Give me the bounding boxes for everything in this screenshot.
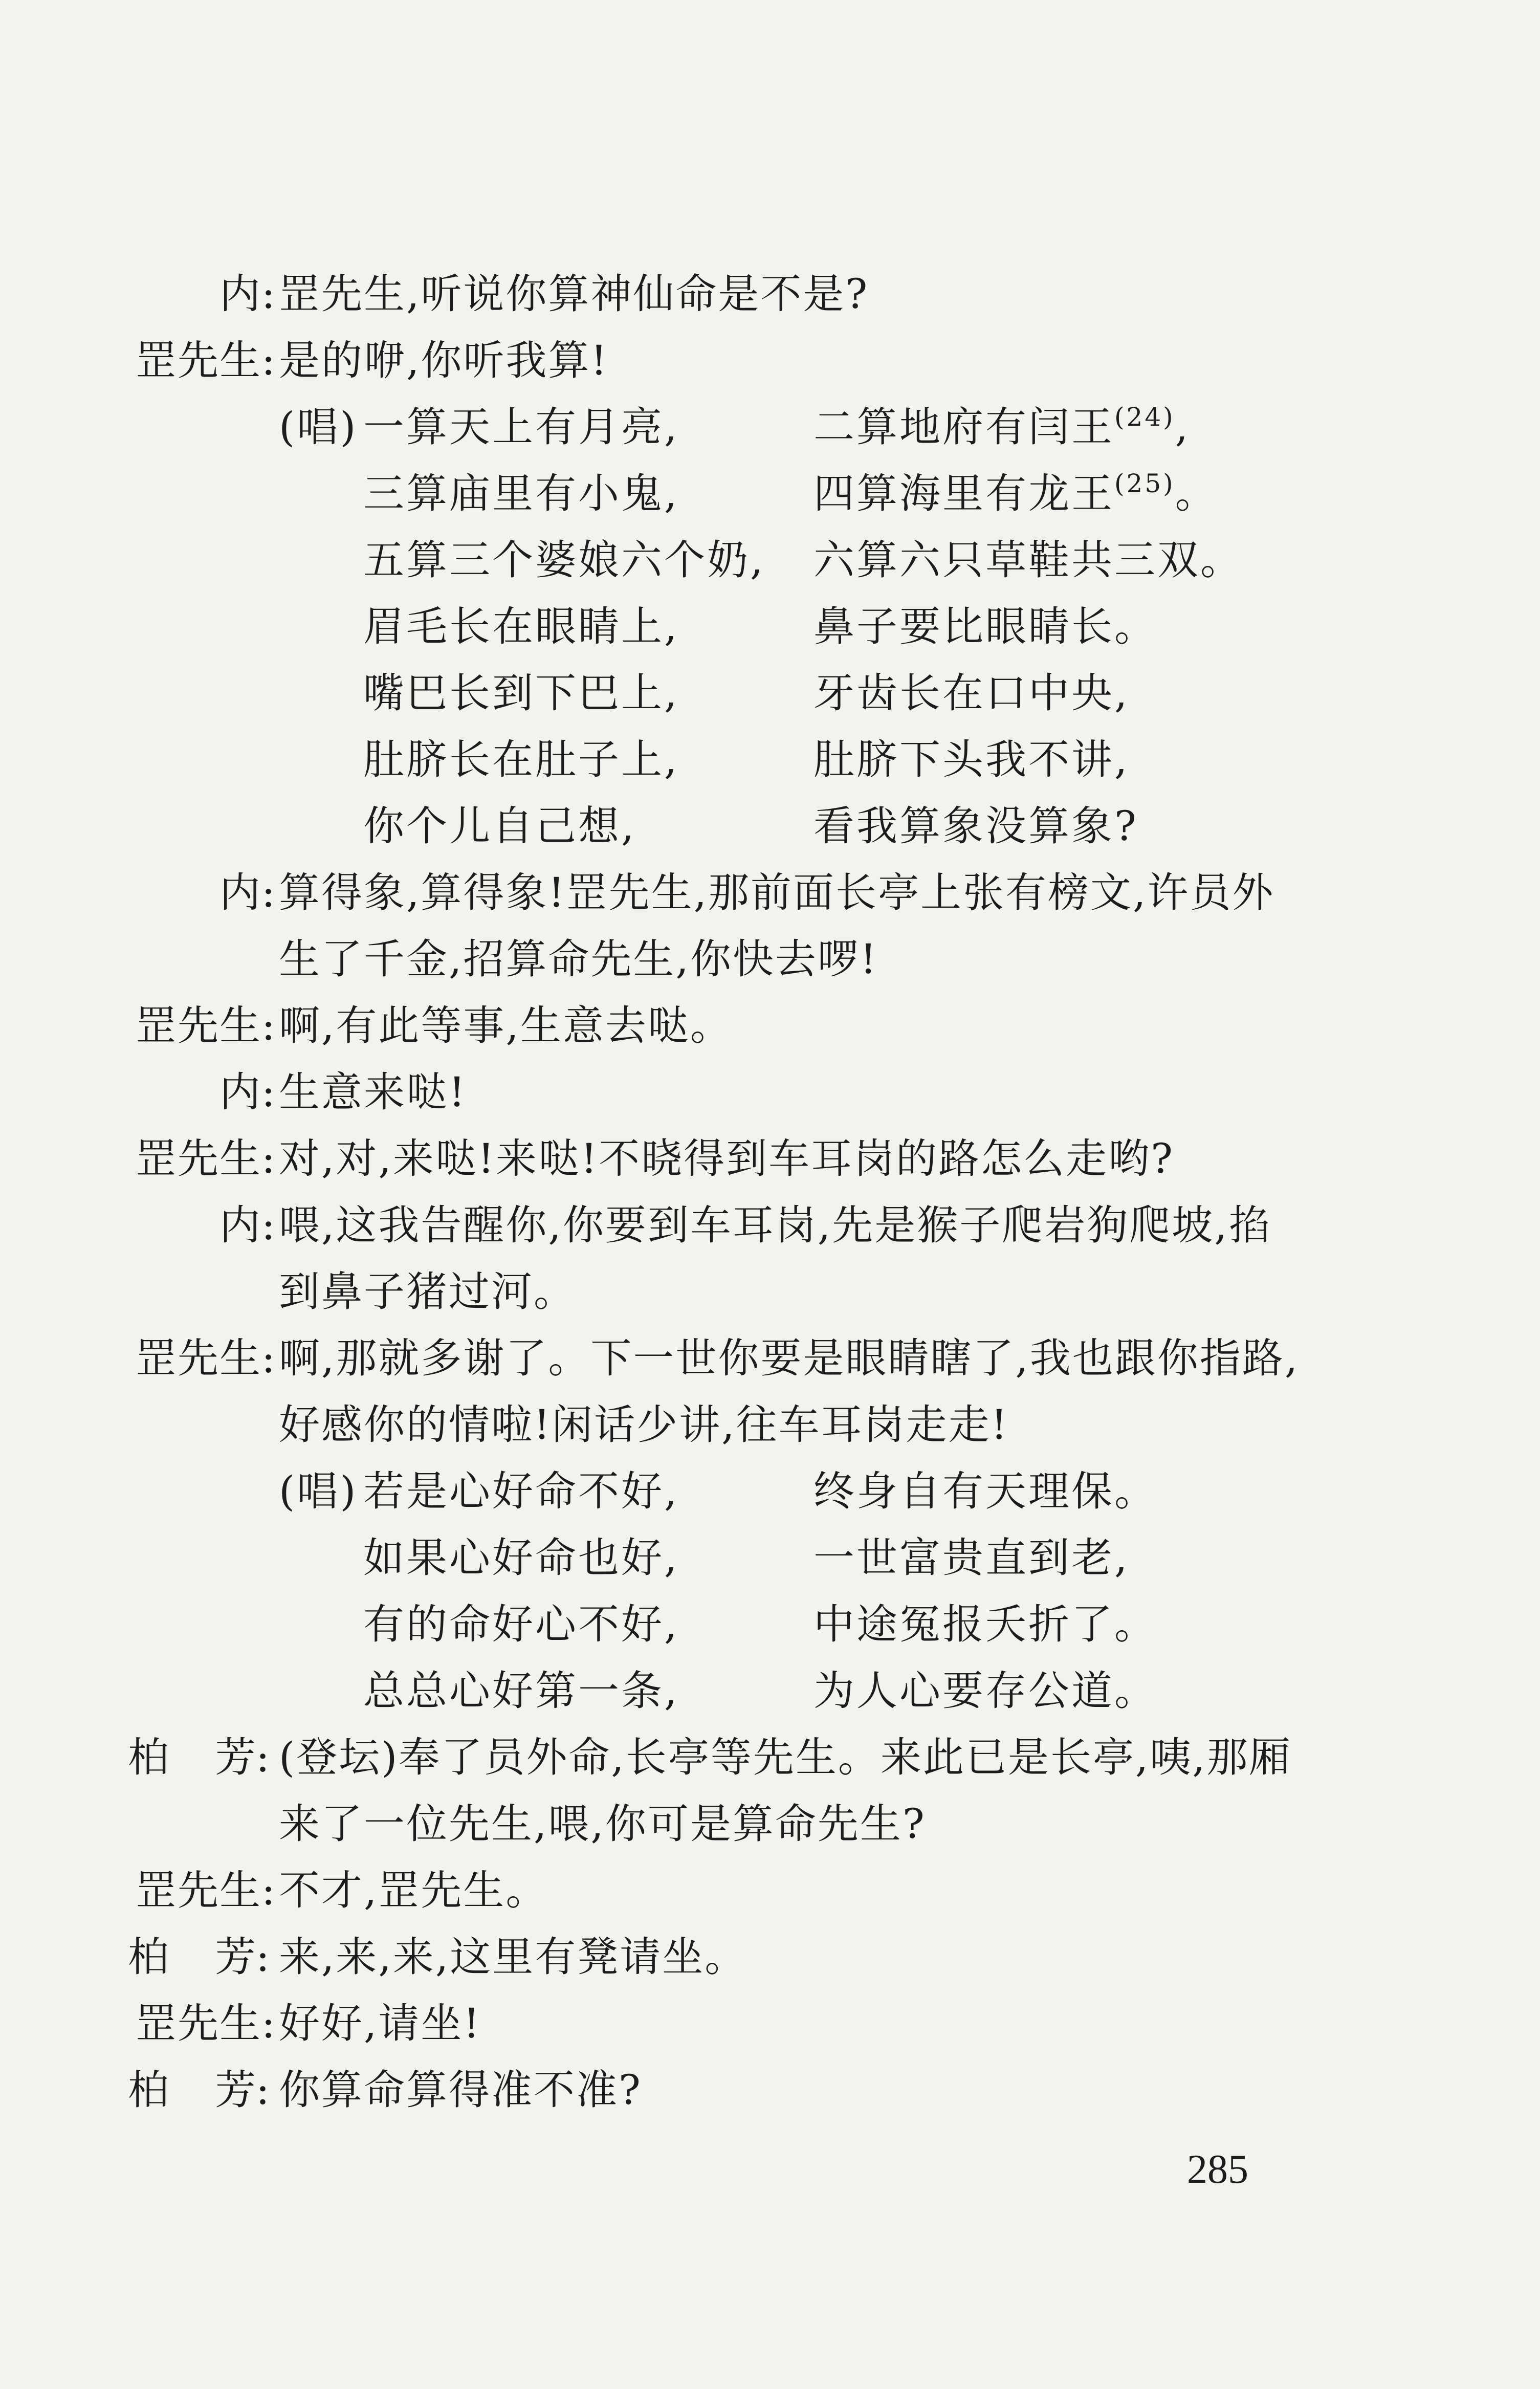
verse-right: 一世富贵直到老, <box>813 1534 1130 1582</box>
dialogue-text: 生了千金,招算命先生,你快去啰! <box>279 935 878 983</box>
footnote-ref: (24) <box>1114 402 1175 432</box>
verse-left: 一算天上有月亮, <box>363 403 679 451</box>
dialogue-text: 来了一位先生,喂,你可是算命先生? <box>279 1800 926 1848</box>
dialogue-text: 你算命算得准不准? <box>279 2066 642 2114</box>
verse-right: 二算地府有闫王$^{(24)}$, <box>813 402 1191 451</box>
sing-label: (唱) <box>279 1467 358 1515</box>
dialogue-text: 喂,这我告醒你,你要到车耳岗,先是猴子爬岩狗爬坡,掐 <box>279 1201 1271 1249</box>
dialogue-text: 好好,请坐! <box>279 2000 481 2047</box>
verse-left: 若是心好命不好, <box>363 1467 679 1515</box>
verse-left: 嘴巴长到下巴上, <box>363 669 679 717</box>
verse-left: 你个儿自己想, <box>363 802 636 850</box>
dialogue-text: 算得象,算得象!罡先生,那前面长亭上张有榜文,许员外 <box>279 869 1275 916</box>
sing-label: (唱) <box>279 403 358 451</box>
verse-left: 肚脐长在肚子上, <box>363 736 679 783</box>
speaker-label: 罡先生: <box>136 1867 276 1914</box>
dialogue-text: 啊,那就多谢了。下一世你要是眼睛瞎了,我也跟你指路, <box>279 1334 1300 1382</box>
dialogue-text: 到鼻子猪过河。 <box>279 1268 576 1316</box>
footnote-ref: (25) <box>1114 469 1175 498</box>
verse-right: 鼻子要比眼睛长。 <box>813 603 1157 650</box>
dialogue-text: 生意来哒! <box>279 1068 467 1116</box>
verse-right: 中途冤报夭折了。 <box>813 1601 1157 1648</box>
dialogue-text: (登坛)奉了员外命,长亭等先生。来此已是长亭,咦,那厢 <box>279 1734 1292 1781</box>
verse-left: 三算庙里有小鬼, <box>363 470 679 517</box>
speaker-label: 罡先生: <box>136 1334 276 1382</box>
verse-left: 如果心好命也好, <box>363 1534 679 1582</box>
verse-right: 六算六只草鞋共三双。 <box>813 536 1243 584</box>
speaker-label: 罡先生: <box>136 2000 276 2047</box>
verse-right: 为人心要存公道。 <box>813 1667 1157 1715</box>
dialogue-text: 好感你的情啦!闲话少讲,往车耳岗走走! <box>279 1401 1009 1449</box>
verse-right: 四算海里有龙王$^{(25)}$。 <box>813 469 1218 517</box>
verse-right: 终身自有天理保。 <box>813 1467 1157 1515</box>
speaker-label: 内: <box>219 869 276 916</box>
dialogue-text: 对,对,来哒!来哒!不晓得到车耳岗的路怎么走哟? <box>279 1135 1175 1182</box>
dialogue-text: 不才,罡先生。 <box>279 1867 548 1914</box>
dialogue-text: 啊,有此等事,生意去哒。 <box>279 1002 733 1049</box>
speaker-label: 罡先生: <box>136 1135 276 1182</box>
verse-left: 五算三个婆娘六个奶, <box>363 536 765 584</box>
verse-right: 牙齿长在口中央, <box>813 669 1130 717</box>
verse-right: 肚脐下头我不讲, <box>813 736 1130 783</box>
verse-right: 看我算象没算象? <box>813 802 1138 850</box>
speaker-label: 内: <box>219 270 276 318</box>
verse-left: 总总心好第一条, <box>363 1667 679 1715</box>
speaker-label: 内: <box>219 1201 276 1249</box>
speaker-label: 罡先生: <box>136 337 276 384</box>
dialogue-text: 罡先生,听说你算神仙命是不是? <box>279 270 869 318</box>
dialogue-text: 是的咿,你听我算! <box>279 337 609 384</box>
document-page: 内: 罡先生,听说你算神仙命是不是? 罡先生: 是的咿,你听我算! (唱) 一算天上有月亮, 二算地府有闫王$^{(24)}$, 三算庙里有小鬼, 四算海里有龙王$^{(25)}$。 五算三个婆娘六个奶, 六算六只草鞋共三双。 眉毛长在眼睛上, 鼻子要比眼睛长。 嘴巴长到下巴上, 牙齿长在口中央, 肚脐长在肚子上, 肚脐下头我不讲, 你个儿自己想, 看我算象没算象? 内: 算得象,算得象!罡先生,那前面长亭上张有榜文,许员外 生了千金,招算命先生,你快去啰! 罡先生: 啊,有此等事,生意去哒。 内: 生意来哒! 罡先生: 对,对,来哒!来哒!不晓得到车耳岗的路怎么走哟? 内: 喂,这我告醒你,你要到车耳岗,先是猴子爬岩狗爬坡,掐 到鼻子猪过河。 罡先生: 啊,那就多谢了。下一世你要是眼睛瞎了,我也跟你指路, 好感你的情啦!闲话少讲,往车耳岗走走! (唱) 若是心好命不好, 终身自有天理保。 如果心好命也好, 一世富贵直到老, 有的命好心不好, 中途冤报夭折了。 总总心好第一条, 为人心要存公道。 柏 芳: (登坛)奉了员外命,长亭等先生。来此已是长亭,咦,那厢 来了一位先生,喂,你可是算命先生? 罡先生: 不才,罡先生。 柏 芳: 来,来,来,这里有凳请坐。 罡先生: 好好,请坐! 柏 芳: 你算命算得准不准? 285 <box>0 0 1540 2389</box>
page-number: 285 <box>1187 2147 1248 2192</box>
verse-left: 眉毛长在眼睛上, <box>363 603 679 650</box>
speaker-label: 内: <box>219 1068 276 1116</box>
dialogue-text: 来,来,来,这里有凳请坐。 <box>279 1933 747 1981</box>
speaker-label: 罡先生: <box>136 1002 276 1049</box>
verse-left: 有的命好心不好, <box>363 1601 679 1648</box>
